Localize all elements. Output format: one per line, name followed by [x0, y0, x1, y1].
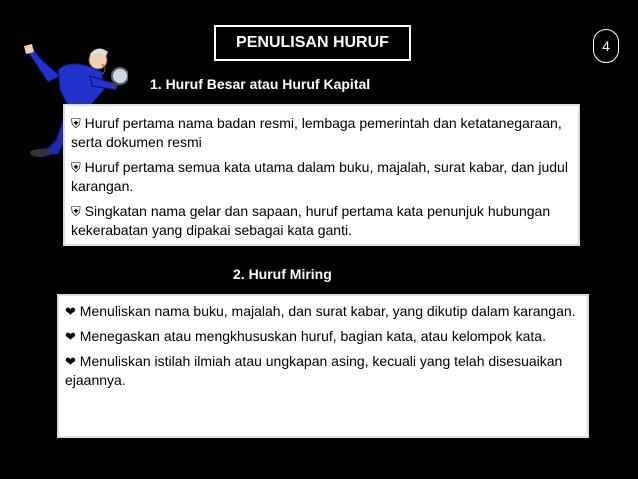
- heart-bullet-icon: ❤: [65, 304, 76, 319]
- page-number-badge: 4: [593, 29, 619, 63]
- section2-item: [65, 352, 579, 390]
- section2-item: [65, 302, 579, 321]
- section1-item: [71, 202, 570, 240]
- section2-box: [57, 294, 589, 438]
- shield-bullet-icon: ⛨: [71, 160, 81, 175]
- section1-item: [71, 114, 570, 152]
- section2-item-text: Menuliskan istilah ilmiah atau ungkapan asing, kecuali yang telah disesuaikan ejaannya.: [65, 353, 563, 388]
- shield-bullet-icon: ⛨: [71, 116, 81, 131]
- section2-heading: 2. Huruf Miring: [233, 266, 332, 282]
- section2-item-text: Menegaskan atau mengkhususkan huruf, bagian kata, atau kelompok kata.: [79, 328, 546, 344]
- section2-item-text: Menuliskan nama buku, majalah, dan surat kabar, yang dikutip dalam karangan.: [79, 303, 576, 319]
- section1-item: [71, 158, 570, 196]
- section1-box: [63, 104, 580, 246]
- slide-title: PENULISAN HURUF: [214, 25, 411, 61]
- section2-item: [65, 327, 579, 346]
- section1-item-text: Singkatan nama gelar dan sapaan, huruf pertama kata penunjuk hubungan kekerabatan yang dipakai sebagai kata ganti.: [71, 203, 551, 238]
- heart-bullet-icon: ❤: [65, 329, 76, 344]
- section1-item-text: Huruf pertama nama badan resmi, lembaga pemerintah dan ketatanegaraan, serta dokumen resmi: [71, 115, 562, 150]
- shield-bullet-icon: ⛨: [71, 204, 81, 219]
- heart-bullet-icon: ❤: [65, 354, 76, 369]
- section1-item-text: Huruf pertama semua kata utama dalam buku, majalah, surat kabar, dan judul karangan.: [71, 159, 568, 194]
- section1-heading: 1. Huruf Besar atau Huruf Kapital: [150, 76, 371, 92]
